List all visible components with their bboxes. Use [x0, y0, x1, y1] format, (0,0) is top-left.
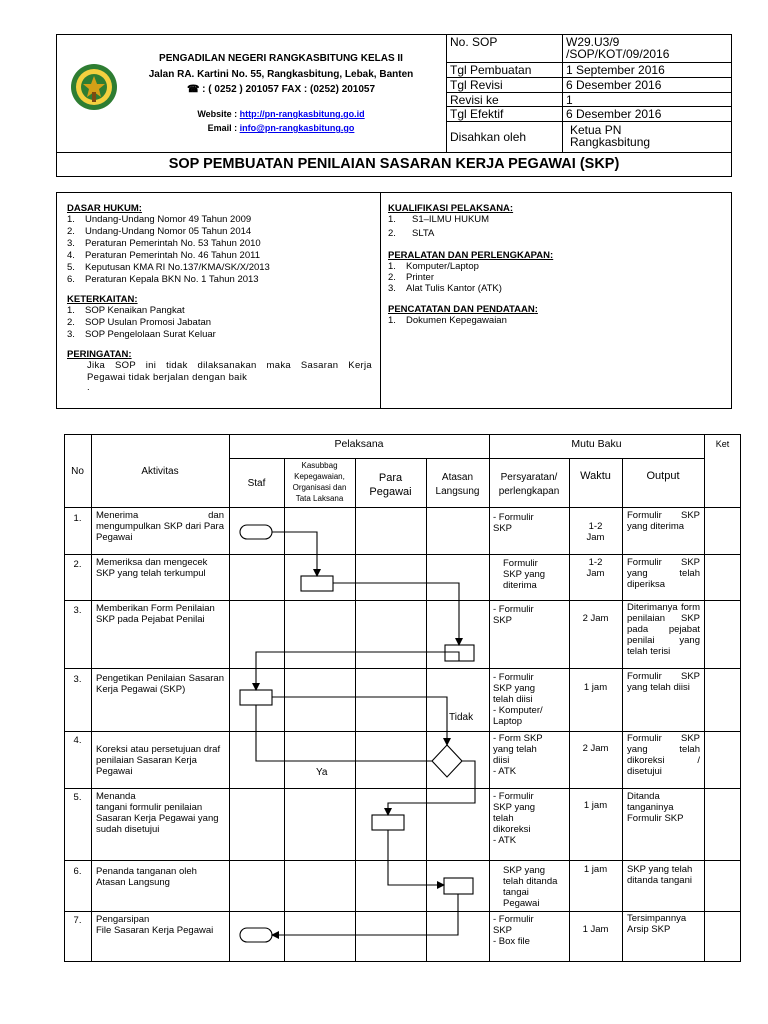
row-no: 2. [73, 559, 82, 570]
sop-label-no: No. SOP [450, 35, 498, 49]
sop-label-pembuatan: Tgl Pembuatan [450, 63, 532, 77]
process-box [240, 690, 272, 705]
row-time: 2 Jam [582, 613, 609, 624]
list-item: 2. SOP Usulan Promosi Jabatan [67, 317, 212, 328]
flow-arrow [272, 532, 317, 576]
row-time: 1 jam [583, 682, 608, 693]
list-item: 1. SOP Kenaikan Pangkat [67, 305, 185, 316]
flow-label-tidak: Tidak [449, 712, 474, 723]
process-box [372, 815, 404, 830]
col-para-pegawai: Para Pegawai [369, 472, 412, 498]
flow-arrow [388, 761, 475, 815]
sop-value-revisi: 6 Desember 2016 [566, 78, 662, 92]
col-atasan: Atasan Langsung [435, 472, 480, 497]
col-kasubbag: Kasubbag Kepegawaian, Organisasi dan Tata Laksana [292, 461, 347, 503]
list-item: 4. Peraturan Pemerintah No. 46 Tahun 2011 [67, 250, 260, 261]
row-time: 1 Jam [582, 924, 609, 935]
court-name: PENGADILAN NEGERI RANGKASBITUNG KELAS II [159, 53, 403, 64]
process-box [301, 576, 333, 591]
court-website: Website : http://pn-rangkasbitung.go.id [197, 109, 365, 119]
process-box [444, 878, 473, 894]
row-requirement: - Form SKP yang telah diisi - ATK [493, 733, 543, 777]
row-no: 3. [73, 605, 82, 616]
page-title: SOP PEMBUATAN PENILAIAN SASARAN KERJA PEGAWAI (SKP) [168, 156, 620, 172]
row-activity: Menanda tangani formulir penilaian Sasaran Kerja Pegawai yang sudah disetujui [96, 791, 219, 835]
flow-arrow [256, 652, 459, 690]
flow-arrow [256, 705, 432, 761]
col-persyaratan: Persyaratan/ perlengkapan [498, 472, 560, 497]
court-phone: ☎ : ( 0252 ) 201057 FAX : (0252) 201057 [186, 84, 376, 95]
pencatatan-title: PENCATATAN DAN PENDATAAN: [388, 304, 538, 315]
col-staf: Staf [247, 478, 266, 489]
peringatan-title: PERINGATAN: [67, 349, 132, 360]
row-requirement: SKP yang telah ditanda tangai Pegawai [503, 865, 558, 909]
list-item: 3. SOP Pengelolaan Surat Keluar [67, 329, 216, 340]
dasar-hukum-section: DASAR HUKUM: 1. Undang-Undang Nomor 49 Tahun 2009 2. Undang-Undang Nomor 05 Tahun 2014 3. Peraturan Pemerintah No. 53 Tahun 2010 4. Peraturan Pemerintah No. 46 Tahun 2011 5. Keputusan KMA RI No.137/KMA/SK/X/2013 6. Peraturan Kepala BKN No. 1 Tahun 2013 KETERKAITAN: 1. SOP Kenaikan Pangkat 2. SOP Usulan Promosi Jabatan 3. SOP Pengelolaan Surat Keluar PERINGATAN: Jika SOP ini tidak dilaksanakan maka Sasaran Kerja Pegawai tidak berjalan dengan baik . [67, 203, 372, 393]
row-requirement: - Formulir SKP yang telah dikoreksi - ATK [493, 791, 536, 846]
row-requirement: - Formulir SKP [493, 604, 534, 626]
sop-value-pembuatan: 1 September 2016 [566, 63, 665, 77]
row-activity: Pengetikan Penilaian Sasaran Kerja Pegawai (SKP) [96, 673, 224, 695]
row-output: Formulir SKP yang telah diisi [627, 671, 700, 693]
row-requirement: - Formulir SKP yang telah diisi - Komputer/ Laptop [493, 672, 543, 727]
row-output: Formulir SKP yang telah dikoreksi / disetujui [627, 733, 700, 777]
row-activity: Menerima dan mengumpulkan SKP dari Para Pegawai [96, 510, 224, 543]
email-link[interactable]: info@pn-rangkasbitung.go [239, 123, 355, 133]
row-output: Formulir SKP yang telah diperiksa [627, 557, 700, 590]
sop-label-revisi: Tgl Revisi [450, 78, 503, 92]
decision-diamond [432, 745, 462, 777]
website-link[interactable]: http://pn-rangkasbitung.go.id [239, 109, 365, 119]
peringatan-text: Jika SOP ini tidak dilaksanakan maka Sasaran Kerja [87, 360, 372, 371]
row-activity: Koreksi atau persetujuan draf penilaian Sasaran Kerja Pegawai [96, 744, 221, 777]
row-no: 1. [73, 513, 82, 524]
list-item: 3. Alat Tulis Kantor (ATK) [388, 283, 502, 294]
row-no: 3. [73, 674, 82, 685]
row-requirement: - Formulir SKP [493, 512, 534, 534]
sop-label-efektif: Tgl Efektif [450, 107, 504, 121]
list-item: 2. Printer [388, 272, 434, 283]
list-item: 1. S1–ILMU HUKUM [388, 214, 490, 225]
start-terminator [240, 525, 272, 539]
list-item: 2. Undang-Undang Nomor 05 Tahun 2014 [67, 226, 252, 237]
sop-label-revisi-ke: Revisi ke [450, 93, 499, 107]
col-ket: Ket [715, 439, 730, 449]
col-aktivitas: Aktivitas [141, 466, 179, 477]
row-output: Diterimanya form penilaian SKP pada pejabat penilai yang telah terisi [627, 602, 700, 657]
row-activity: Pengarsipan File Sasaran Kerja Pegawai [96, 914, 214, 936]
col-output: Output [646, 470, 680, 482]
row-output: Tersimpannya Arsip SKP [627, 913, 687, 935]
flow-arrow [272, 894, 458, 935]
row-output: Ditanda tanganinya Formulir SKP [627, 791, 684, 824]
row-no: 5. [73, 792, 82, 803]
list-item: 5. Keputusan KMA RI No.137/KMA/SK/X/2013 [67, 262, 270, 273]
row-time: 1-2 Jam [586, 557, 605, 579]
row-output: SKP yang telah ditanda tangani [627, 864, 693, 886]
col-pelaksana: Pelaksana [334, 438, 384, 450]
list-item: 2. SLTA [388, 228, 435, 239]
list-item: 1. Dokumen Kepegawaian [388, 315, 507, 326]
list-item: 1. Undang-Undang Nomor 49 Tahun 2009 [67, 214, 252, 225]
row-output: Formulir SKP yang diterima [627, 510, 700, 532]
peralatan-title: PERALATAN DAN PERLENGKAPAN: [388, 250, 554, 261]
row-no: 6. [73, 866, 82, 877]
sop-value-efektif: 6 Desember 2016 [566, 107, 662, 121]
court-address: Jalan RA. Kartini No. 55, Rangkasbitung, Lebak, Banten [148, 69, 414, 80]
row-no: 7. [73, 915, 82, 926]
col-no: No [71, 466, 84, 477]
sop-value-revisi-ke: 1 [566, 93, 573, 107]
flow-label-ya: Ya [316, 767, 328, 778]
keterkaitan-title: KETERKAITAN: [67, 294, 138, 305]
list-item: 1. Komputer/Laptop [388, 261, 479, 272]
end-terminator [240, 928, 272, 942]
sop-value-no: W29.U3/9 /SOP/KOT/09/2016 [566, 35, 670, 61]
col-mutu-baku: Mutu Baku [571, 438, 622, 450]
row-time: 1 jam [583, 800, 608, 811]
sop-label-disahkan: Disahkan oleh [450, 130, 527, 144]
row-activity: Penanda tanganan oleh Atasan Langsung [96, 866, 197, 888]
row-no: 4. [73, 735, 82, 746]
row-requirement: Formulir SKP yang diterima [503, 558, 546, 591]
row-activity: Memeriksa dan mengecek SKP yang telah terkumpul [96, 557, 208, 579]
list-item: 6. Peraturan Kepala BKN No. 1 Tahun 2013 [67, 274, 259, 285]
row-time: 2 Jam [582, 743, 609, 754]
court-email: Email : info@pn-rangkasbitung.go [207, 123, 355, 133]
flow-arrow [272, 697, 447, 745]
row-activity: Memberikan Form Penilaian SKP pada Pejabat Penilai [96, 603, 215, 625]
row-time: 1-2 Jam [586, 521, 605, 543]
row-time: 1 jam [583, 864, 608, 875]
col-waktu: Waktu [580, 470, 611, 482]
kualifikasi-section: KUALIFIKASI PELAKSANA: 1. S1–ILMU HUKUM 2. SLTA PERALATAN DAN PERLENGKAPAN: 1. Komputer/Laptop 2. Printer 3. Alat Tulis Kantor (ATK) PENCATATAN DAN PENDATAAN: 1. Dokumen Kepegawaian [388, 203, 723, 327]
sop-value-disahkan: Ketua PN Rangkasbitung [570, 123, 651, 149]
flow-arrow [333, 583, 459, 645]
list-item: 3. Peraturan Pemerintah No. 53 Tahun 2010 [67, 238, 261, 249]
flow-arrow [388, 830, 444, 885]
row-requirement: - Formulir SKP - Box file [493, 914, 534, 947]
